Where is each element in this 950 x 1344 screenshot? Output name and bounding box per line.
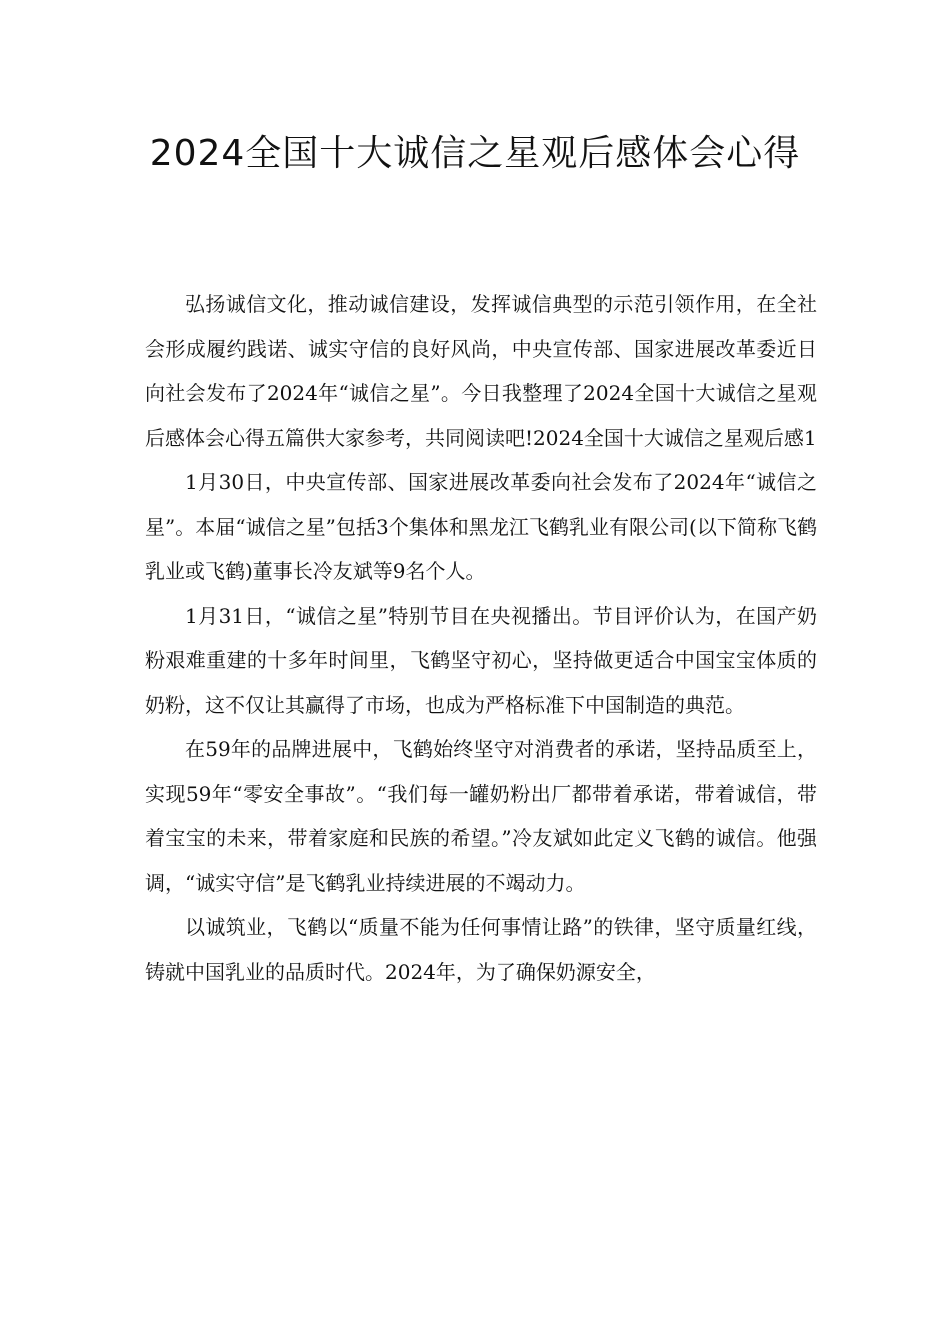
document-body [145,282,817,994]
paragraph: 在59年的品牌进展中，飞鹤始终坚守对消费者的承诺，坚持品质至上，实现59年“零安全事故”。“我们每一罐奶粉出厂都带着承诺，带着诚信，带着宝宝的未来，带着家庭和民族的希望。”冷友斌如此定义飞鹤的诚信。他强调，“诚实守信”是飞鹤乳业持续进展的不竭动力。 [145,737,817,895]
paragraph: 1月31日，“诚信之星”特别节目在央视播出。节目评价认为，在国产奶粉艰难重建的十多年时间里，飞鹤坚守初心，坚持做更适合中国宝宝体质的奶粉，这不仅让其赢得了市场，也成为严格标准下中国制造的典范。 [145,603,817,717]
document-title: 2024全国十大诚信之星观后感体会心得 [149,133,801,174]
paragraph: 弘扬诚信文化，推动诚信建设，发挥诚信典型的示范引领作用，在全社会形成履约践诺、诚实守信的良好风尚，中央宣传部、国家进展改革委近日向社会发布了2024年“诚信之星”。今日我整理了2024全国十大诚信之星观后感体会心得五篇供大家参考，共同阅读吧!2024全国十大诚信之星观后感1 [145,292,817,450]
paragraph: 以诚筑业，飞鹤以“质量不能为任何事情让路”的铁律，坚守质量红线，铸就中国乳业的品质时代。2024年，为了确保奶源安全， [145,915,817,984]
paragraph: 1月30日，中央宣传部、国家进展改革委向社会发布了2024年“诚信之星”。本届“诚信之星”包括3个集体和黑龙江飞鹤乳业有限公司(以下简称飞鹤乳业或飞鹤)董事长冷友斌等9名个人。 [145,470,817,583]
